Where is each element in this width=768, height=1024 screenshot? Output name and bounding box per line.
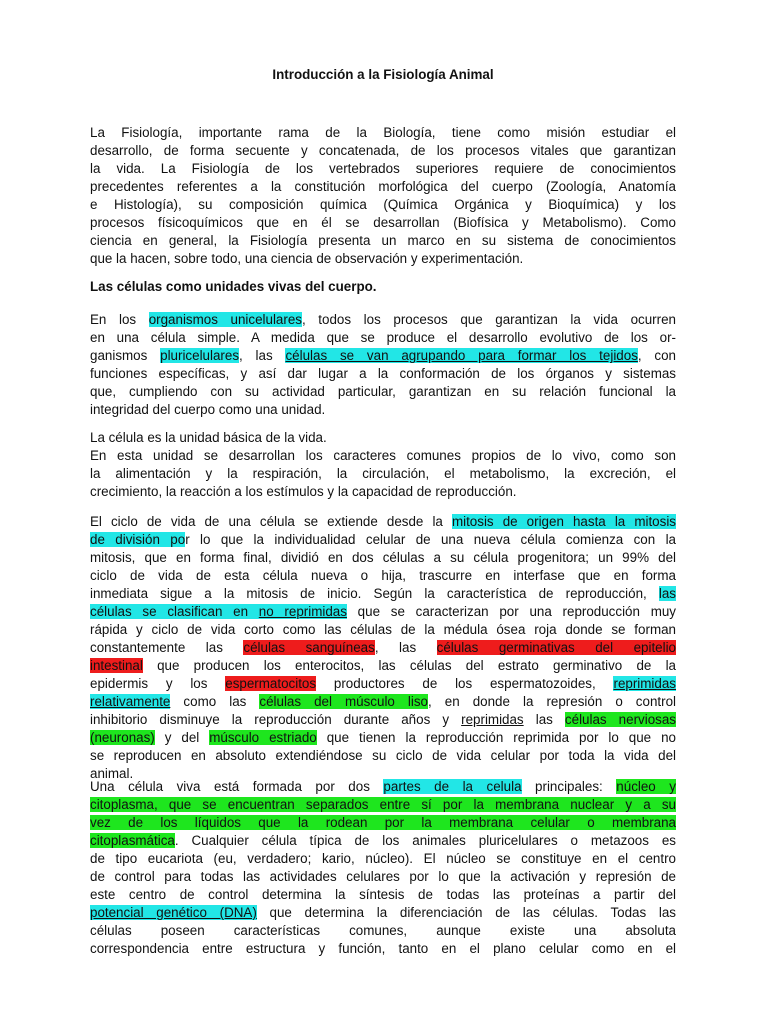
text-line	[90, 531, 676, 549]
text-run: como las	[170, 694, 260, 709]
text-line	[90, 940, 676, 958]
text-line	[90, 214, 676, 232]
text-run: funciones específicas, y así dar lugar a la conformación de los órganos y sistemas	[90, 366, 676, 381]
text-run: , en donde la represión o control	[428, 694, 676, 709]
text-line	[90, 483, 676, 501]
text-run: productores de los espermatozoides,	[316, 676, 614, 691]
highlighted-text: citoplasmática	[90, 833, 175, 848]
text-run: , con	[637, 348, 677, 363]
underlined-text: reprimidas	[461, 712, 524, 727]
text-run: Las células como unidades vivas del cuerpo.	[90, 279, 377, 294]
highlighted-text: células se van agrupando para formar los tejidos	[285, 348, 638, 363]
text-line	[90, 904, 676, 922]
text-line	[90, 329, 676, 347]
text-line	[90, 711, 676, 729]
highlighted-text: potencial genético (DNA)	[90, 905, 257, 920]
highlighted-text: células germinativas del epitelio	[436, 640, 677, 655]
text-run: que la hacen, sobre todo, una ciencia de observación y experimentación.	[90, 251, 524, 266]
text-line	[90, 868, 676, 886]
text-run: que producen los enterocitos, las células del estrato germinativo de la	[142, 658, 676, 673]
text-run: ganismos	[90, 348, 161, 363]
document-title: Introducción a la Fisiología Animal	[272, 67, 494, 82]
text-line	[90, 567, 676, 585]
highlighted-text: espermatocitos	[225, 676, 317, 691]
text-line	[90, 278, 676, 296]
text-line	[90, 365, 676, 383]
text-line	[90, 250, 676, 268]
text-run: , todos los procesos que garantizan la vida ocurren	[301, 312, 676, 327]
text-line	[90, 232, 676, 250]
text-run: , las	[239, 348, 286, 363]
highlighted-text: núcleo y	[616, 779, 676, 794]
text-line	[90, 922, 676, 940]
text-run: En los	[90, 312, 149, 327]
paragraph	[90, 513, 676, 783]
highlighted-text: de división po	[90, 532, 186, 547]
highlighted-text: músculo estriado	[209, 730, 317, 745]
text-line	[90, 729, 676, 747]
text-run: y del	[154, 730, 210, 745]
highlighted-text: las	[658, 586, 676, 601]
highlighted-text: mitosis de origen hasta la mitosis	[451, 514, 676, 529]
text-line	[90, 850, 676, 868]
highlighted-text: organismos unicelulares	[148, 312, 302, 327]
text-run: que se caracterizan por una reproducción muy	[346, 604, 676, 619]
text-line	[90, 693, 676, 711]
text-line	[90, 778, 676, 796]
text-run: se reproducen en absoluto extendiéndose su ciclo de vida celular por toda la vida del	[90, 748, 676, 763]
paragraph	[90, 311, 676, 419]
text-run: que tienen la reproducción reprimida por lo que no	[316, 730, 676, 745]
text-line	[90, 549, 676, 567]
text-run: La Fisiología, importante rama de la Biología, tiene como misión estudiar el	[90, 125, 676, 140]
text-line	[90, 160, 676, 178]
text-run: ciencia en general, la Fisiología presenta un marco en su sistema de conocimientos	[90, 233, 676, 248]
text-line	[90, 513, 676, 531]
text-line	[90, 447, 676, 465]
text-line	[90, 747, 676, 765]
text-line	[90, 886, 676, 904]
text-line	[90, 142, 676, 160]
text-run: precedentes referentes a la constitución morfológica del cuerpo (Zoología, Anatomía	[90, 179, 676, 194]
text-line	[90, 603, 676, 621]
text-run: desarrollo, de forma secuente y concatenada, de los procesos vitales que garantizan	[90, 143, 676, 158]
text-run: ciclo de vida de esta célula nueva o hija, trascurre en interfase que en forma	[90, 568, 676, 583]
highlighted-text: células se clasifican en	[90, 604, 259, 619]
highlighted-text: citoplasma, que se encuentran separados entre sí por la membrana nuclear y a su	[90, 797, 676, 812]
text-line	[90, 657, 676, 675]
highlighted-text: partes de la celula	[383, 779, 522, 794]
text-line	[90, 675, 676, 693]
text-run: Una célula viva está formada por dos	[90, 779, 384, 794]
text-line	[90, 814, 676, 832]
text-line	[90, 832, 676, 850]
text-run: inmediata sigue a la mitosis de inicio. Según la característica de reproducción,	[90, 586, 659, 601]
highlighted-text: células sanguíneas	[243, 640, 375, 655]
text-line	[90, 796, 676, 814]
text-line	[90, 178, 676, 196]
text-run: El ciclo de vida de una célula se extiende desde la	[90, 514, 452, 529]
text-line	[90, 585, 676, 603]
text-run: células poseen características comunes, aunque existe una absoluta	[90, 923, 676, 938]
text-run: que, cumpliendo con su actividad particular, garantizan en su relación funcional la	[90, 384, 676, 399]
text-line	[90, 621, 676, 639]
text-run: rápida y ciclo de vida corto como las células de la médula ósea roja donde se forman	[90, 622, 676, 637]
text-run: este centro de control determina la síntesis de todas las proteínas a partir del	[90, 887, 676, 902]
text-run: , las	[374, 640, 437, 655]
text-run: de tipo eucariota (eu, verdadero; kario, núcleo). El núcleo se constituye en el centro	[90, 851, 676, 866]
highlighted-text: (neuronas)	[90, 730, 155, 745]
text-run: que determina la diferenciación de las células. Todas las	[256, 905, 676, 920]
text-run: de control para todas las actividades celulares por lo que la activación y represión de	[90, 869, 676, 884]
highlighted-text: células nerviosas	[564, 712, 676, 727]
highlighted-text: reprimidas	[613, 676, 676, 691]
text-run: mitosis, que en forma final, dividió en dos células a su célula progenitora; un 99% del	[90, 550, 676, 565]
text-run: integridad del cuerpo como una unidad.	[90, 402, 326, 417]
section-heading	[90, 278, 676, 296]
highlighted-text: intestinal	[90, 658, 143, 673]
highlighted-text: pluricelulares	[160, 348, 240, 363]
text-line	[90, 347, 676, 365]
paragraph	[90, 778, 676, 958]
text-line	[90, 465, 676, 483]
text-run: epidermis y los	[90, 676, 226, 691]
text-run: inhibitorio disminuye la reproducción durante años y	[90, 712, 462, 727]
highlighted-text: no reprimidas	[258, 604, 347, 619]
text-line	[90, 196, 676, 214]
text-run: las	[523, 712, 565, 727]
paragraph	[90, 124, 676, 268]
text-run: r lo que la individualidad celular de una nueva célula comienza con la	[185, 532, 676, 547]
highlighted-text: células del músculo liso	[259, 694, 429, 709]
text-line	[90, 401, 676, 419]
text-run: principales:	[521, 779, 617, 794]
text-run: la alimentación y la respiración, la circulación, el metabolismo, la excreción, el	[90, 466, 676, 481]
text-run: en una célula simple. A medida que se produce el desarrollo evolutivo de los or-	[90, 330, 676, 345]
text-run: constantemente las	[90, 640, 244, 655]
text-line	[90, 383, 676, 401]
text-run: . Cualquier célula típica de los animales pluricelulares o metazoos es	[174, 833, 676, 848]
text-line	[90, 311, 676, 329]
highlighted-text: relativamente	[90, 694, 171, 709]
highlighted-text: vez de los líquidos que la rodean por la membrana celular o membrana	[90, 815, 676, 830]
text-run: correspondencia entre estructura y función, tanto en el plano celular como en el	[90, 941, 676, 956]
text-run: la vida. La Fisiología de los vertebrados superiores requiere de conocimientos	[90, 161, 676, 176]
text-run: e Histología), su composición química (Química Orgánica y Bioquímica) y los	[90, 197, 676, 212]
text-line	[90, 429, 676, 447]
text-run: procesos físicoquímicos que en él se desarrollan (Biofísica y Metabolismo). Como	[90, 215, 676, 230]
text-run: En esta unidad se desarrollan los caracteres comunes propios de lo vivo, como son	[90, 448, 676, 463]
paragraph	[90, 429, 676, 501]
text-line	[90, 124, 676, 142]
text-run: crecimiento, la reacción a los estímulos y la capacidad de reproducción.	[90, 484, 517, 499]
text-run: animal.	[90, 766, 134, 781]
text-run: La célula es la unidad básica de la vida.	[90, 430, 327, 445]
text-line	[90, 639, 676, 657]
